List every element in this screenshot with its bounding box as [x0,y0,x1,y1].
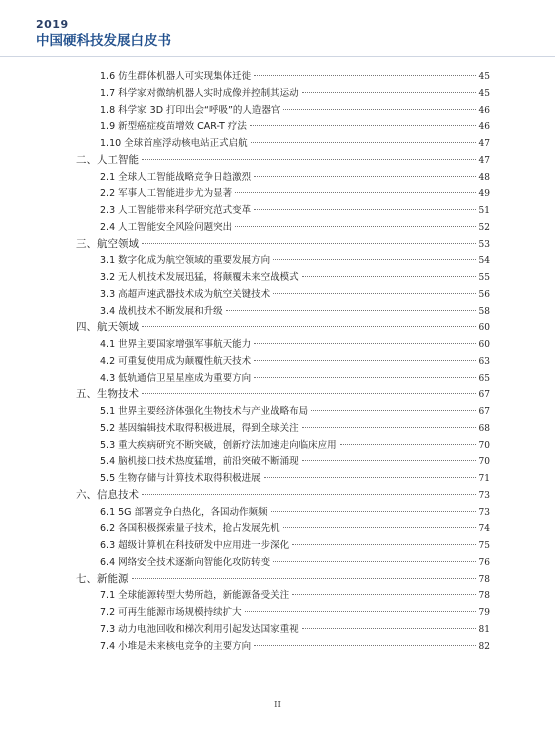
toc-entry-page: 82 [478,641,490,652]
report-title: 中国硬科技发展白皮书 [36,33,171,49]
toc-entry-page: 78 [478,574,490,585]
toc-section-entry[interactable] [76,353,490,370]
toc-section-entry[interactable] [76,135,490,152]
toc-chapter-entry[interactable] [76,487,490,504]
toc-entry-page: 48 [478,172,490,183]
toc-entry-title: 1.6 仿生群体机器人可实现集体迁徙 [100,71,252,82]
toc-section-entry[interactable] [76,185,490,202]
toc-entry-title: 四、航天领域 [76,321,139,334]
toc-entry-title: 2.3 人工智能带来科学研究范式变革 [100,205,252,216]
toc-dot-leader [254,75,475,76]
toc-chapter-entry[interactable] [76,152,490,169]
toc-entry-title: 1.10 全球首座浮动核电站正式启航 [100,138,248,149]
toc-entry-page: 68 [478,423,490,434]
toc-entry-page: 67 [478,390,490,401]
toc-entry-page: 52 [478,222,490,233]
toc-section-entry[interactable] [76,587,490,604]
toc-dot-leader [292,544,475,545]
toc-entry-page: 47 [478,155,490,166]
toc-entry-title: 7.1 全球能源转型大势所趋，新能源备受关注 [100,590,290,602]
toc-entry-title: 5.2 基因编辑技术取得积极进展，得到全球关注 [100,422,299,434]
toc-dot-leader [254,377,475,378]
toc-dot-leader [254,360,475,361]
toc-entry-title: 1.8 科学家 3D 打印出会“呼吸”的人造器官 [100,104,281,116]
toc-dot-leader [264,477,476,478]
toc-entry-page: 54 [478,256,490,267]
toc-section-entry[interactable] [76,504,490,521]
toc-chapter-entry[interactable] [76,319,490,336]
toc-entry-page: 45 [478,72,490,82]
toc-section-entry[interactable] [76,219,490,236]
toc-dot-leader [283,109,475,110]
toc-dot-leader [340,444,476,445]
toc-section-entry[interactable] [76,102,490,119]
toc-entry-page: 76 [478,557,490,568]
toc-dot-leader [273,561,475,562]
toc-entry-title: 6.4 网络安全技术逐渐向智能化攻防转变 [100,556,271,568]
toc-entry-title: 5.3 重大疾病研究不断突破，创新疗法加速走向临床应用 [100,439,337,451]
toc-section-entry[interactable] [76,169,490,186]
toc-entry-page: 63 [478,356,490,367]
toc-entry-page: 70 [478,457,490,468]
toc-entry-title: 5.5 生物存储与计算技术取得积极进展 [100,473,261,484]
toc-entry-title: 3.2 无人机技术发展迅猛，将颠覆未来空战模式 [100,272,299,283]
toc-dot-leader [142,243,476,244]
toc-entry-title: 二、人工智能 [76,153,139,166]
toc-dot-leader [292,594,475,595]
toc-section-entry[interactable] [76,520,490,537]
toc-entry-page: 58 [478,306,490,317]
toc-section-entry[interactable] [76,621,490,638]
toc-entry-title: 六、信息技术 [76,488,139,501]
toc-entry-title: 4.1 世界主要国家增强军事航天能力 [100,339,252,350]
toc-section-entry[interactable] [76,470,490,487]
toc-entry-title: 5.4 脑机接口技术热度猛增，前沿突破不断涌现 [100,456,299,468]
header-divider [0,56,555,57]
toc-entry-page: 49 [478,189,490,200]
toc-dot-leader [302,460,476,461]
toc-dot-leader [250,125,476,126]
toc-dot-leader [302,276,476,277]
toc-entry-page: 73 [478,507,490,518]
toc-entry-page: 78 [478,591,490,602]
toc-dot-leader [254,343,475,344]
toc-dot-leader [254,209,475,210]
toc-dot-leader [302,427,476,428]
toc-section-entry[interactable] [76,269,490,286]
toc-entry-title: 7.2 可再生能源市场规模持续扩大 [100,607,242,618]
toc-section-entry[interactable] [76,638,490,655]
toc-section-entry[interactable] [76,85,490,102]
toc-section-entry[interactable] [76,68,490,85]
toc-entry-title: 三、航空领域 [76,237,139,250]
report-year: 2019 [36,18,69,31]
toc-section-entry[interactable] [76,554,490,571]
toc-section-entry[interactable] [76,420,490,437]
toc-entry-page: 46 [478,105,490,116]
table-of-contents [76,68,490,654]
toc-entry-page: 56 [478,289,490,300]
toc-entry-title: 2.1 全球人工智能战略竞争日趋激烈 [100,171,252,183]
toc-section-entry[interactable] [76,336,490,353]
toc-entry-page: 55 [478,273,490,283]
toc-section-entry[interactable] [76,370,490,387]
toc-dot-leader [254,645,475,646]
toc-dot-leader [251,142,476,143]
toc-chapter-entry[interactable] [76,236,490,253]
toc-entry-page: 51 [478,206,490,216]
toc-entry-title: 五、生物技术 [76,388,139,401]
toc-dot-leader [142,494,476,495]
toc-entry-page: 46 [478,122,490,133]
toc-entry-page: 47 [478,139,490,149]
toc-dot-leader [283,527,476,528]
toc-section-entry[interactable] [76,118,490,135]
toc-entry-page: 79 [478,608,490,618]
toc-section-entry[interactable] [76,303,490,320]
toc-entry-title: 4.3 低轨通信卫星星座成为重要方向 [100,372,252,384]
toc-entry-page: 73 [478,490,490,501]
toc-dot-leader [132,578,476,579]
toc-entry-title: 3.3 高超声速武器技术成为航空关键技术 [100,288,271,300]
toc-dot-leader [142,393,476,394]
toc-entry-title: 1.7 科学家对微纳机器人实时成像并控制其运动 [100,87,299,99]
toc-entry-page: 75 [478,541,490,551]
toc-section-entry[interactable] [76,437,490,454]
toc-entry-title: 3.1 数字化成为航空领域的重要发展方向 [100,255,271,267]
toc-entry-page: 65 [478,373,490,384]
toc-section-entry[interactable] [76,202,490,219]
toc-section-entry[interactable] [76,453,490,470]
toc-dot-leader [226,310,476,311]
toc-dot-leader [273,293,475,294]
toc-dot-leader [271,511,476,512]
toc-dot-leader [302,628,476,629]
toc-dot-leader [302,92,476,93]
toc-entry-page: 74 [478,524,490,535]
toc-entry-title: 6.1 5G 部署竞争白热化，各国动作频频 [100,506,268,518]
toc-entry-title: 4.2 可重复使用成为颠覆性航天技术 [100,355,252,367]
toc-section-entry[interactable] [76,604,490,621]
page-header [36,18,171,50]
toc-entry-title: 2.4 人工智能安全风险问题突出 [100,221,233,233]
toc-section-entry[interactable] [76,537,490,554]
toc-entry-page: 60 [478,323,490,334]
toc-chapter-entry[interactable] [76,571,490,588]
toc-entry-title: 7.3 动力电池回收和梯次利用引起发达国家重视 [100,623,299,635]
toc-entry-page: 60 [478,340,490,350]
toc-entry-page: 70 [478,440,490,451]
toc-entry-title: 6.2 各国积极探索量子技术，抢占发展先机 [100,523,280,535]
toc-entry-title: 6.3 超级计算机在科技研发中应用进一步深化 [100,540,290,551]
page-number: II [274,700,281,710]
toc-entry-title: 5.1 世界主要经济体强化生物技术与产业战略布局 [100,406,309,417]
toc-dot-leader [235,192,475,193]
toc-entry-title: 1.9 新型癌症疫苗增效 CAR-T 疗法 [100,121,247,133]
toc-entry-title: 七、新能源 [76,572,129,585]
toc-entry-title: 7.4 小堆是未来核电竞争的主要方向 [100,640,252,652]
toc-dot-leader [142,159,476,160]
toc-dot-leader [142,326,476,327]
toc-section-entry[interactable] [76,403,490,420]
toc-dot-leader [273,259,475,260]
toc-dot-leader [254,176,475,177]
toc-chapter-entry[interactable] [76,386,490,403]
toc-entry-page: 81 [478,624,490,635]
toc-entry-page: 71 [478,474,490,484]
toc-section-entry[interactable] [76,252,490,269]
toc-entry-title: 3.4 战机技术不断发展和升级 [100,305,223,317]
toc-dot-leader [311,410,475,411]
toc-dot-leader [235,226,475,227]
toc-section-entry[interactable] [76,286,490,303]
toc-entry-title: 2.2 军事人工智能进步尤为显著 [100,188,233,200]
toc-entry-page: 67 [478,407,490,417]
toc-dot-leader [245,611,476,612]
toc-entry-page: 53 [478,239,490,250]
toc-entry-page: 45 [478,88,490,99]
